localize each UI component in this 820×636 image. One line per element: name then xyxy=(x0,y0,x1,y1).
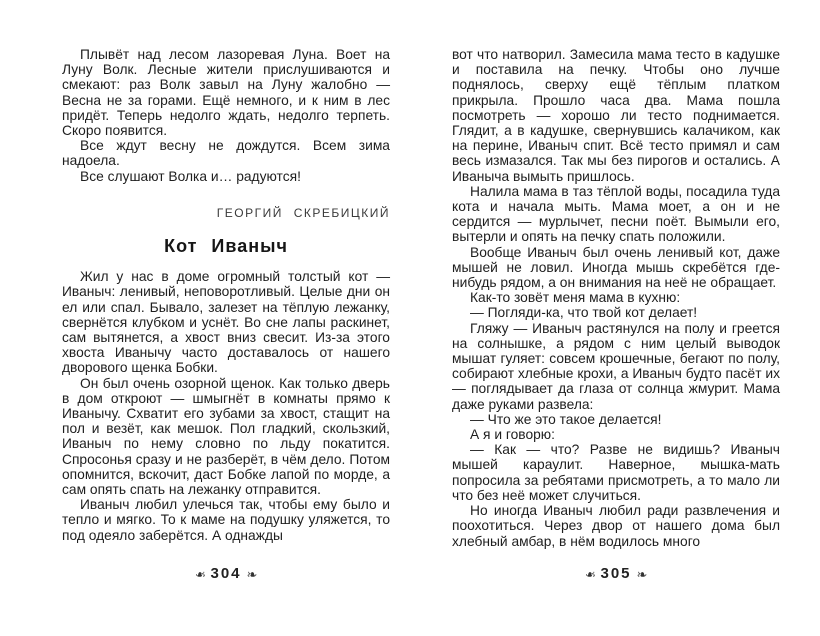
paragraph: Все слушают Волка и… радуются! xyxy=(80,168,301,184)
paragraph: Он был очень озорной щенок. Как только дверь в дом откроют — шмыгнёт в комнаты прямо к Иванычу. Схватит его зубами за хвост, стащит на пол и везёт, как мешок. Пол гладкий, скользкий, Иваныч по нему словно по льду покатится. Спросонья сразу и не разберёт, в чём дело. Потом опомнится, вскочит, даст Бобке лапой по морде, а сам опять спать на лежанку отправится. xyxy=(62,375,390,498)
paragraph: Иваныч любил улечься так, чтобы ему было и тепло и мягко. То к маме на подушку уляжется, то под одеяло заберётся. А однажды xyxy=(62,497,390,543)
author-name: ГЕОРГИЙ СКРЕБИЦКИЙ xyxy=(216,205,390,220)
page-ornament-icon: ❧ xyxy=(636,567,648,582)
paragraph: — Погляди-ка, что твой кот делает! xyxy=(470,305,698,321)
page-ornament-icon: ❧ xyxy=(246,567,258,582)
paragraph: — Что же это такое делается! xyxy=(470,411,662,427)
paragraph: Как-то зовёт меня мама в кухню: xyxy=(470,290,681,306)
paragraph: Налила мама в таз тёплой воды, посадила туда кота и начала мыть. Мама моет, а он и не сердится — мурлычет, песни поёт. Вымыли его, вытерли и опять на печку спать положили. xyxy=(452,183,780,245)
paragraph: Жил у нас в доме огромный толстый кот — Иваныч: ленивый, неповоротливый. Целые дни он ел или спал. Бывало, залезет на тёплую лежанку, свернётся клубком и уснёт. Во сне лапы раскинет, сам вытянется, а хвост вниз свесит. Из-за этого хвоста Иванычу часто доставалось от нашего дворового щенка Бобки. xyxy=(62,269,390,376)
page-right-text-column xyxy=(452,47,780,549)
paragraph: Вообще Иваныч был очень ленивый кот, даже мышей не ловил. Иногда мышь скребётся где-нибудь рядом, а он внимания на неё не обращает. xyxy=(452,244,780,291)
page-ornament-icon: ❧ xyxy=(584,567,596,582)
page-number-right xyxy=(452,565,780,583)
paragraph: Гляжу — Иваныч растянулся на полу и греется на солнышке, а рядом с ним целый выводок мышат гуляет: совсем крошечные, бегают по полу, собирают хлебные крохи, а Иваныч будто пасёт их — поглядывает да глаза от солнца жмурит. Мама даже руками развела: xyxy=(452,320,780,412)
story-title: Кот Иваныч xyxy=(164,236,288,257)
paragraph: вот что натворил. Замесила мама тесто в кадушке и поставила на печку. Чтобы оно лучше поднялось, сверху ещё тёплым платком прикрыла. Прошло часа два. Мама пошла посмотреть — хорошо ли тесто поднимается. Глядит, а в кадушке, свернувшись калачиком, как на перине, Иваныч спит. Всё тесто примял и сам весь измазался. Так мы без пирогов и остались. А Иваныча вымыть пришлось. xyxy=(452,47,780,184)
page-number-left xyxy=(62,565,390,583)
page-ornament-icon: ❧ xyxy=(194,567,206,582)
page-number: 304 xyxy=(210,565,242,582)
paragraph: А я и говорю: xyxy=(470,427,555,443)
page-left-text-column xyxy=(62,47,390,543)
paragraph: Все ждут весну не дождутся. Всем зима надоела. xyxy=(62,138,390,169)
page-number: 305 xyxy=(600,565,632,582)
paragraph: Плывёт над лесом лазоревая Луна. Воет на Луну Волк. Лесные жители прислушиваются и смекают: раз Волк завыл на Луну жалобно — Весна не за горами. Ещё немного, и к ним в лес придёт. Теперь недолго ждать, недолго терпеть. Скоро появится. xyxy=(62,47,390,139)
paragraph: Но иногда Иваныч любил ради развлечения и поохотиться. Через двор от нашего дома был хлебный амбар, в нём водилось много xyxy=(452,503,780,549)
paragraph: — Как — что? Разве не видишь? Иваныч мышей караулит. Наверное, мышка-мать попросила за ребятами присмотреть, а то мало ли что без неё может случиться. xyxy=(452,442,780,503)
